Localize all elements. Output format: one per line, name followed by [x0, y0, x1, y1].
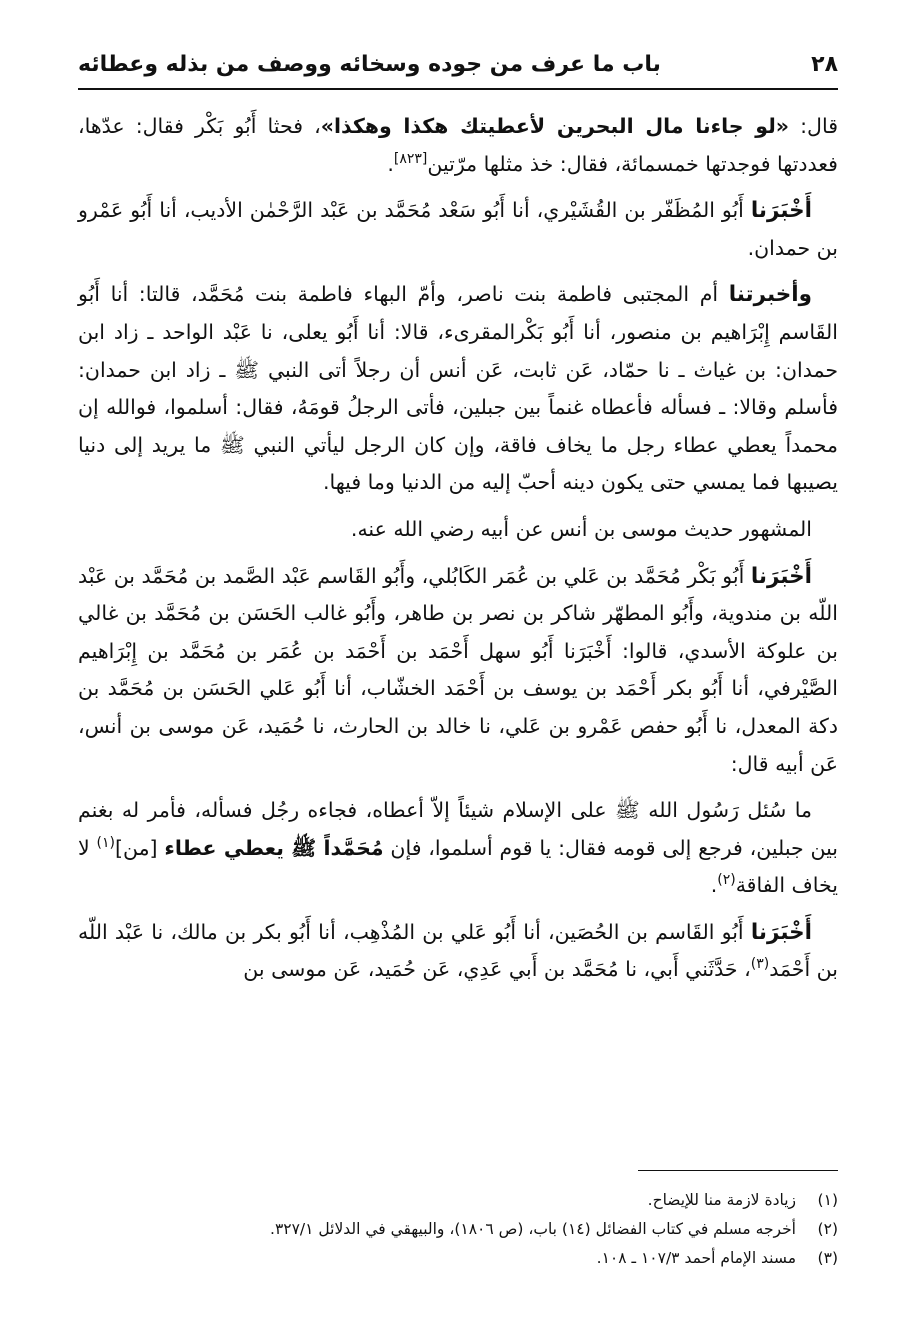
text-segment: أَبُو القَاسم بن الحُصَين، أنا أَبُو عَلي بن المُذْهِب، أنا أَبُو بكر بن مالك، نا عَبْد اللّه بن أَحْمَد	[78, 919, 838, 982]
paragraph-7	[78, 914, 838, 989]
paragraph-5	[78, 558, 838, 784]
text-segment: ما سُئل رَسُول الله ﷺ على الإسلام شيئاً إلاّ أعطاه، فجاءه رجُل فسأله، فأمر له بغنم بين جبلين، فرجع إلى قومه فقال: يا قوم أسلموا، فإن	[78, 798, 838, 860]
isnad-lead-word: أَخْبَرَنا	[750, 563, 812, 589]
hadith-quote: «لو جاءنا مال البحرين لأعطيتك هكذا وهكذا»	[320, 114, 790, 138]
footnote-number: (١)	[817, 1191, 838, 1209]
text-segment: قال:	[789, 114, 838, 138]
running-title: باب ما عرف من جوده وسخائه ووصف من بذله وعطائه	[78, 51, 661, 77]
paragraph-text: أَبُو المُظَفّر بن القُشَيْري، أنا أَبُو سَعْد مُحَمَّد بن عَبْد الرَّحْمٰن الأديب، أنا أَبُو عَمْرو بن حمدان.	[78, 198, 838, 260]
footnote-text: زيادة لازمة منا للإيضاح.	[647, 1191, 796, 1209]
text-segment: ، حَدَّثَني أَبي، نا مُحَمَّد بن أَبي عَدِي، عَن حُمَيد، عَن موسى بن	[243, 957, 751, 982]
footnote-3	[86, 1244, 838, 1273]
paragraph-text: أَبُو بَكْر مُحَمَّد بن عَلي بن عُمَر الكَابُلي، وأَبُو القَاسم عَبْد الصَّمد بن مُحَمَّد بن عَبْد اللّه بن مندوية، وأَبُو المطهّر شاكر بن نصر بن طاهر، وأَبُو غالب الحَسَن بن مُحَمَّد بن غالي بن علوكة الأسدي، قالوا: أَخْبَرَنا أَبُو سهل أَحْمَد بن أَحْمَد بن عُمَر بن مُحَمَّد بن إِبْرَاهيم الصَّيْرفي، أنا أَبُو بكر أَحْمَد بن يوسف بن أَحْمَد الخشّاب، أنا أَبُو عَلي الحَسَن بن مُحَمَّد بن دكة المعدل، نا أَبُو حفص عَمْرو بن عَلي، نا خالد بن الحارث، نا حُمَيد، عَن موسى بن أنس، عَن أبيه قال:	[78, 563, 838, 776]
footnote-divider	[638, 1170, 838, 1171]
footnote-number: (٢)	[817, 1220, 838, 1238]
page-header	[78, 44, 838, 84]
footnote-text: أخرجه مسلم في كتاب الفضائل (١٤) باب، (ص ١٨٠٦)، والبيهقي في الدلائل ٣٢٧/١.	[270, 1220, 796, 1238]
hadith-number: [٨٢٣]	[393, 150, 428, 167]
paragraph-2	[78, 192, 838, 267]
footnote-ref-2: (٢)	[717, 872, 736, 889]
isnad-lead-word: أَخْبَرَنا	[750, 198, 812, 224]
paragraph-4	[78, 511, 838, 549]
paragraph-6	[78, 792, 838, 905]
text-segment: لا يخاف الفاقة	[78, 835, 838, 898]
footnote-ref-1: (١)	[96, 834, 115, 851]
footnote-1	[86, 1186, 838, 1215]
paragraph-1	[78, 108, 838, 183]
isnad-lead-word: وأخبرتنا	[728, 282, 812, 308]
text-segment: [من]	[114, 835, 165, 860]
footnote-2	[86, 1215, 838, 1244]
page-number: ٢٨	[811, 51, 838, 77]
footnotes	[86, 1186, 838, 1273]
paragraph-text: المشهور حديث موسى بن أنس عن أبيه رضي الله عنه.	[350, 516, 812, 541]
text-segment: .	[710, 873, 718, 898]
main-text	[78, 108, 838, 998]
paragraph-text: أم المجتبى فاطمة بنت ناصر، وأمّ البهاء فاطمة بنت مُحَمَّد، قالتا: أنا أَبُو القَاسم إِبْرَاهيم بن منصور، أنا أَبُو بَكْرالمقرىء، قالا: أنا أَبُو يعلى، نا عَبْد الواحد ـ زاد ابن حمدان: بن غياث ـ نا حمّاد، عَن ثابت، عَن أنس أن رجلاً أتى النبي ﷺ ـ زاد ابن حمدان: فأسلم وقالا: ـ فسأله فأعطاه غنماً بين جبلين، فأتى الرجلُ قومَهُ، فقال: أسلموا، فوالله إن محمداً يعطي عطاء رجل ما يخاف فاقة، وإن كان الرجل ليأتي النبي ﷺ ما يريد إلى دنيا يصيبها فما يمسي حتى يكون دينه أحبّ إليه من الدنيا وما فيها.	[78, 282, 838, 495]
text-segment: .	[387, 151, 394, 176]
header-divider	[78, 88, 838, 90]
hadith-emphasis: مُحَمَّداً ﷺ يعطي عطاء	[164, 835, 384, 860]
footnote-number: (٣)	[817, 1249, 838, 1267]
footnote-ref-3: (٣)	[750, 956, 770, 973]
paragraph-3	[78, 276, 838, 502]
isnad-lead-word: أَخْبَرَنا	[750, 919, 812, 945]
text-segment: ، فحثا أَبُو بَكْر فقال: عدّها، فعددتها فوجدتها خمسمائة، فقال: خذ مثلها مرّتين	[78, 114, 838, 176]
footnote-text: مسند الإمام أحمد ١٠٧/٣ ـ ١٠٨.	[596, 1249, 796, 1267]
